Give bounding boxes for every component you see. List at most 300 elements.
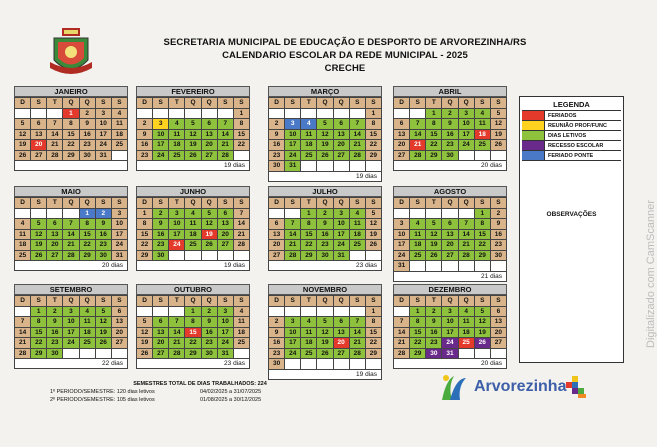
day-cell: 10 xyxy=(153,130,169,141)
day-cell: 4 xyxy=(301,317,317,328)
day-cell xyxy=(491,349,507,360)
day-cell: 17 xyxy=(218,328,234,339)
day-cell xyxy=(202,109,218,120)
legend-item xyxy=(522,151,621,161)
day-cell: 7 xyxy=(234,209,250,220)
footer-summary xyxy=(50,380,350,404)
day-cell: 15 xyxy=(31,328,47,339)
semester-1-row xyxy=(50,388,350,396)
day-cell: 20 xyxy=(202,140,218,151)
day-cell: 10 xyxy=(63,317,79,328)
day-cell: 14 xyxy=(63,230,79,241)
day-cell: 12 xyxy=(426,230,442,241)
day-cell: 2 xyxy=(137,119,153,130)
day-cell: 20 xyxy=(491,328,507,339)
legend-item xyxy=(522,131,621,141)
day-cell: 27 xyxy=(269,251,285,262)
day-cell: 13 xyxy=(47,230,63,241)
day-cell: 14 xyxy=(285,230,301,241)
day-cell: 24 xyxy=(96,140,112,151)
weekday-header: Q xyxy=(317,198,333,209)
day-cell: 22 xyxy=(475,240,491,251)
day-cell: 26 xyxy=(317,349,333,360)
day-cell: 18 xyxy=(80,328,96,339)
day-cell: 14 xyxy=(394,328,410,339)
day-cell: 13 xyxy=(218,219,234,230)
day-cell: 4 xyxy=(459,307,475,318)
day-cell xyxy=(475,349,491,360)
day-cell xyxy=(426,261,442,272)
day-cell: 2 xyxy=(80,109,96,120)
day-cell: 23 xyxy=(269,349,285,360)
day-cell: 4 xyxy=(234,307,250,318)
day-cell: 15 xyxy=(366,328,382,339)
day-cell xyxy=(15,307,31,318)
day-cell xyxy=(301,161,317,172)
day-cell: 11 xyxy=(301,328,317,339)
day-cell: 7 xyxy=(63,219,79,230)
day-cell: 5 xyxy=(31,219,47,230)
day-cell: 4 xyxy=(169,119,185,130)
day-cell: 6 xyxy=(31,119,47,130)
day-cell: 14 xyxy=(47,130,63,141)
weekday-header: S xyxy=(153,198,169,209)
day-cell: 7 xyxy=(459,219,475,230)
day-cell xyxy=(350,161,366,172)
day-cell: 14 xyxy=(410,130,426,141)
day-cell: 13 xyxy=(334,130,350,141)
day-cell: 22 xyxy=(410,338,426,349)
day-cell: 11 xyxy=(15,230,31,241)
weekday-header: Q xyxy=(63,296,79,307)
day-cell: 3 xyxy=(169,209,185,220)
day-cell: 20 xyxy=(334,338,350,349)
weekday-header: S xyxy=(475,198,491,209)
day-cell: 20 xyxy=(334,140,350,151)
day-cell: 6 xyxy=(202,119,218,130)
day-cell xyxy=(218,251,234,262)
day-cell: 2 xyxy=(269,317,285,328)
day-cell xyxy=(459,151,475,162)
day-cell: 9 xyxy=(47,317,63,328)
month-11 xyxy=(393,284,507,369)
day-cell: 13 xyxy=(442,230,458,241)
day-cell: 19 xyxy=(317,338,333,349)
weekday-header: D xyxy=(15,296,31,307)
weekday-header: S xyxy=(366,296,382,307)
day-cell xyxy=(285,359,301,370)
weekday-header: Q xyxy=(317,98,333,109)
day-cell xyxy=(350,251,366,262)
day-cell: 30 xyxy=(442,151,458,162)
day-cell: 29 xyxy=(426,151,442,162)
day-cell: 8 xyxy=(31,317,47,328)
month-days-count: 19 dias xyxy=(136,261,250,271)
day-cell xyxy=(234,251,250,262)
day-cell: 26 xyxy=(491,140,507,151)
day-cell: 28 xyxy=(63,251,79,262)
day-cell: 16 xyxy=(137,140,153,151)
day-cell: 28 xyxy=(169,349,185,360)
day-cell: 19 xyxy=(491,130,507,141)
weekday-header: S xyxy=(153,296,169,307)
semester-2-days: 105 dias letivos xyxy=(116,397,155,403)
day-cell: 25 xyxy=(234,338,250,349)
day-cell: 12 xyxy=(366,219,382,230)
day-cell xyxy=(410,261,426,272)
day-cell: 28 xyxy=(350,349,366,360)
day-cell: 24 xyxy=(285,151,301,162)
day-cell: 29 xyxy=(80,251,96,262)
month-3 xyxy=(393,86,507,171)
day-cell: 24 xyxy=(285,349,301,360)
day-cell: 2 xyxy=(426,307,442,318)
day-cell: 16 xyxy=(47,328,63,339)
legend-swatch xyxy=(522,121,545,130)
day-cell: 19 xyxy=(202,230,218,241)
day-cell: 24 xyxy=(112,240,128,251)
day-cell: 4 xyxy=(475,109,491,120)
day-cell: 27 xyxy=(334,349,350,360)
day-cell: 1 xyxy=(301,209,317,220)
day-cell: 9 xyxy=(426,317,442,328)
month-name: JANEIRO xyxy=(14,86,128,97)
legend-swatch xyxy=(522,151,545,160)
weekday-header: S xyxy=(475,98,491,109)
day-cell xyxy=(153,109,169,120)
day-cell xyxy=(202,251,218,262)
logo-text: Arvorezinha xyxy=(474,378,567,395)
day-cell: 26 xyxy=(185,151,201,162)
weekday-header: Q xyxy=(459,296,475,307)
weekday-header: Q xyxy=(202,198,218,209)
day-cell: 10 xyxy=(459,119,475,130)
day-cell: 1 xyxy=(31,307,47,318)
day-cell: 7 xyxy=(15,317,31,328)
day-cell: 22 xyxy=(185,338,201,349)
day-cell: 18 xyxy=(459,328,475,339)
day-cell: 21 xyxy=(169,338,185,349)
day-cell xyxy=(269,209,285,220)
arvorezinha-logo xyxy=(438,372,588,402)
day-cell: 18 xyxy=(475,130,491,141)
day-cell: 8 xyxy=(234,119,250,130)
day-cell: 6 xyxy=(334,119,350,130)
day-cell: 2 xyxy=(317,209,333,220)
legend-item xyxy=(522,141,621,151)
day-cell: 31 xyxy=(218,349,234,360)
day-cell: 6 xyxy=(442,219,458,230)
day-cell: 12 xyxy=(475,317,491,328)
day-cell: 8 xyxy=(185,317,201,328)
month-days-count: 19 dias xyxy=(136,161,250,171)
municipal-crest-icon xyxy=(50,28,92,80)
day-cell xyxy=(63,349,79,360)
day-cell xyxy=(301,307,317,318)
day-cell: 11 xyxy=(169,130,185,141)
legend-label: FERIADOS xyxy=(548,112,577,119)
day-cell: 22 xyxy=(426,140,442,151)
legend-label: DIAS LETIVOS xyxy=(548,132,587,139)
day-cell: 16 xyxy=(317,230,333,241)
day-cell: 29 xyxy=(410,349,426,360)
weekday-header: T xyxy=(301,198,317,209)
watermark: Digitalizado com CamScanner xyxy=(645,200,657,348)
legend-label: REUNIÃO PROF/FUNC xyxy=(548,122,607,129)
month-name: JULHO xyxy=(268,186,382,197)
day-cell: 15 xyxy=(301,230,317,241)
weekday-header: D xyxy=(137,296,153,307)
legend-title: LEGENDA xyxy=(522,99,621,111)
secretaria-title: SECRETARIA MUNICIPAL DE EDUCAÇÃO E DESPORTO DE ARVOREZINHA/RS xyxy=(163,37,527,48)
weekday-header: S xyxy=(234,296,250,307)
month-7 xyxy=(393,186,507,282)
day-cell xyxy=(285,109,301,120)
weekday-header: S xyxy=(31,296,47,307)
day-cell: 8 xyxy=(475,219,491,230)
day-cell: 25 xyxy=(350,240,366,251)
day-cell xyxy=(153,307,169,318)
weekday-header: Q xyxy=(334,296,350,307)
month-days-count: 19 dias xyxy=(268,370,382,380)
day-cell xyxy=(459,209,475,220)
month-days-count: 22 dias xyxy=(14,359,128,369)
day-cell: 28 xyxy=(15,349,31,360)
day-cell: 30 xyxy=(269,359,285,370)
day-cell: 7 xyxy=(350,119,366,130)
day-cell xyxy=(47,209,63,220)
weekday-header: Q xyxy=(317,296,333,307)
day-cell: 18 xyxy=(234,328,250,339)
day-cell: 26 xyxy=(366,240,382,251)
day-cell xyxy=(394,209,410,220)
month-grid xyxy=(14,97,128,161)
month-grid xyxy=(268,197,382,261)
day-cell xyxy=(459,261,475,272)
weekday-header: S xyxy=(491,198,507,209)
legend-rows xyxy=(520,111,623,161)
month-grid xyxy=(393,295,507,359)
day-cell: 25 xyxy=(169,151,185,162)
day-cell: 14 xyxy=(15,328,31,339)
month-grid xyxy=(136,295,250,359)
day-cell: 10 xyxy=(285,130,301,141)
day-cell: 5 xyxy=(317,317,333,328)
day-cell: 26 xyxy=(426,251,442,262)
day-cell xyxy=(442,209,458,220)
day-cell: 29 xyxy=(475,251,491,262)
day-cell: 10 xyxy=(442,317,458,328)
semester-1-label: 1º PERIODO/SEMESTRE: xyxy=(50,389,116,395)
weekday-header: S xyxy=(285,98,301,109)
day-cell: 31 xyxy=(394,261,410,272)
month-5 xyxy=(136,186,250,271)
day-cell: 7 xyxy=(394,317,410,328)
day-cell: 4 xyxy=(185,209,201,220)
day-cell xyxy=(15,109,31,120)
total-days-title: SEMESTRES TOTAL DE DIAS TRABALHADOS: 224 xyxy=(133,381,267,387)
day-cell xyxy=(112,349,128,360)
day-cell: 9 xyxy=(269,130,285,141)
day-cell: 16 xyxy=(269,140,285,151)
day-cell: 1 xyxy=(426,109,442,120)
month-grid xyxy=(393,97,507,161)
day-cell: 6 xyxy=(269,219,285,230)
day-cell: 29 xyxy=(366,349,382,360)
month-2 xyxy=(268,86,382,182)
day-cell: 3 xyxy=(285,119,301,130)
day-cell: 21 xyxy=(394,338,410,349)
day-cell: 31 xyxy=(442,349,458,360)
day-cell: 24 xyxy=(63,338,79,349)
day-cell: 21 xyxy=(218,140,234,151)
day-cell: 12 xyxy=(15,130,31,141)
day-cell: 3 xyxy=(394,219,410,230)
day-cell: 20 xyxy=(47,240,63,251)
weekday-header: Q xyxy=(185,296,201,307)
day-cell: 15 xyxy=(366,130,382,141)
day-cell: 13 xyxy=(334,328,350,339)
day-cell: 30 xyxy=(80,151,96,162)
day-cell: 22 xyxy=(137,240,153,251)
month-days-count: 20 dias xyxy=(14,261,128,271)
day-cell: 3 xyxy=(153,119,169,130)
day-cell: 3 xyxy=(285,317,301,328)
day-cell xyxy=(459,349,475,360)
day-cell: 20 xyxy=(269,240,285,251)
day-cell: 25 xyxy=(301,151,317,162)
day-cell xyxy=(169,109,185,120)
day-cell: 19 xyxy=(475,328,491,339)
day-cell xyxy=(185,109,201,120)
day-cell: 31 xyxy=(96,151,112,162)
day-cell: 27 xyxy=(442,251,458,262)
day-cell: 27 xyxy=(31,151,47,162)
day-cell: 19 xyxy=(31,240,47,251)
month-0 xyxy=(14,86,128,171)
day-cell: 26 xyxy=(317,151,333,162)
day-cell: 21 xyxy=(350,140,366,151)
day-cell: 23 xyxy=(153,240,169,251)
day-cell: 12 xyxy=(96,317,112,328)
month-name: JUNHO xyxy=(136,186,250,197)
weekday-header: T xyxy=(169,296,185,307)
day-cell: 2 xyxy=(96,209,112,220)
day-cell: 11 xyxy=(410,230,426,241)
day-cell xyxy=(15,209,31,220)
weekday-header: S xyxy=(96,98,112,109)
month-grid xyxy=(14,295,128,359)
day-cell: 24 xyxy=(218,338,234,349)
day-cell: 21 xyxy=(285,240,301,251)
legend-swatch xyxy=(522,111,545,120)
month-days-count: 20 dias xyxy=(393,161,507,171)
day-cell xyxy=(301,359,317,370)
day-cell: 3 xyxy=(334,209,350,220)
weekday-header: D xyxy=(269,198,285,209)
day-cell: 26 xyxy=(15,151,31,162)
weekday-header: T xyxy=(47,296,63,307)
day-cell: 25 xyxy=(80,338,96,349)
day-cell: 18 xyxy=(350,230,366,241)
day-cell: 14 xyxy=(234,219,250,230)
day-cell: 27 xyxy=(334,151,350,162)
day-cell: 9 xyxy=(153,219,169,230)
weekday-header: S xyxy=(491,98,507,109)
day-cell: 6 xyxy=(491,307,507,318)
semester-1-range: 04/02/2025 a 31/07/2025 xyxy=(200,389,262,395)
day-cell: 23 xyxy=(202,338,218,349)
day-cell: 23 xyxy=(269,151,285,162)
day-cell: 27 xyxy=(47,251,63,262)
day-cell: 9 xyxy=(80,119,96,130)
day-cell: 5 xyxy=(426,219,442,230)
day-cell: 6 xyxy=(218,209,234,220)
weekday-header: D xyxy=(269,296,285,307)
day-cell xyxy=(350,359,366,370)
day-cell: 19 xyxy=(317,140,333,151)
day-cell: 22 xyxy=(366,338,382,349)
day-cell: 2 xyxy=(153,209,169,220)
day-cell: 15 xyxy=(80,230,96,241)
day-cell: 12 xyxy=(31,230,47,241)
day-cell: 23 xyxy=(426,338,442,349)
day-cell: 1 xyxy=(234,109,250,120)
weekday-header: S xyxy=(31,98,47,109)
day-cell: 4 xyxy=(80,307,96,318)
day-cell: 30 xyxy=(153,251,169,262)
weekday-header: Q xyxy=(334,98,350,109)
day-cell: 10 xyxy=(112,219,128,230)
day-cell: 18 xyxy=(112,130,128,141)
day-cell: 14 xyxy=(169,328,185,339)
day-cell: 1 xyxy=(475,209,491,220)
day-cell: 10 xyxy=(394,230,410,241)
day-cell: 8 xyxy=(366,317,382,328)
day-cell: 5 xyxy=(491,109,507,120)
day-cell: 6 xyxy=(153,317,169,328)
weekday-header: T xyxy=(426,296,442,307)
day-cell xyxy=(334,307,350,318)
semester-2-range: 01/08/2025 a 30/12/2025 xyxy=(200,397,262,403)
day-cell xyxy=(317,307,333,318)
day-cell xyxy=(234,151,250,162)
day-cell: 20 xyxy=(442,240,458,251)
day-cell: 12 xyxy=(491,119,507,130)
weekday-header: Q xyxy=(185,98,201,109)
weekday-header: S xyxy=(410,98,426,109)
day-cell xyxy=(334,161,350,172)
weekday-header: S xyxy=(410,296,426,307)
day-cell xyxy=(410,109,426,120)
day-cell: 17 xyxy=(459,130,475,141)
weekday-header: Q xyxy=(202,296,218,307)
weekday-header: D xyxy=(137,98,153,109)
day-cell: 25 xyxy=(301,349,317,360)
day-cell xyxy=(475,261,491,272)
day-cell xyxy=(31,109,47,120)
day-cell: 21 xyxy=(47,140,63,151)
day-cell: 1 xyxy=(366,109,382,120)
month-grid xyxy=(136,97,250,161)
month-name: SETEMBRO xyxy=(14,284,128,295)
day-cell: 30 xyxy=(269,161,285,172)
day-cell: 1 xyxy=(366,307,382,318)
day-cell: 22 xyxy=(234,140,250,151)
month-days-count: 21 dias xyxy=(393,272,507,282)
day-cell: 22 xyxy=(80,240,96,251)
day-cell: 15 xyxy=(63,130,79,141)
